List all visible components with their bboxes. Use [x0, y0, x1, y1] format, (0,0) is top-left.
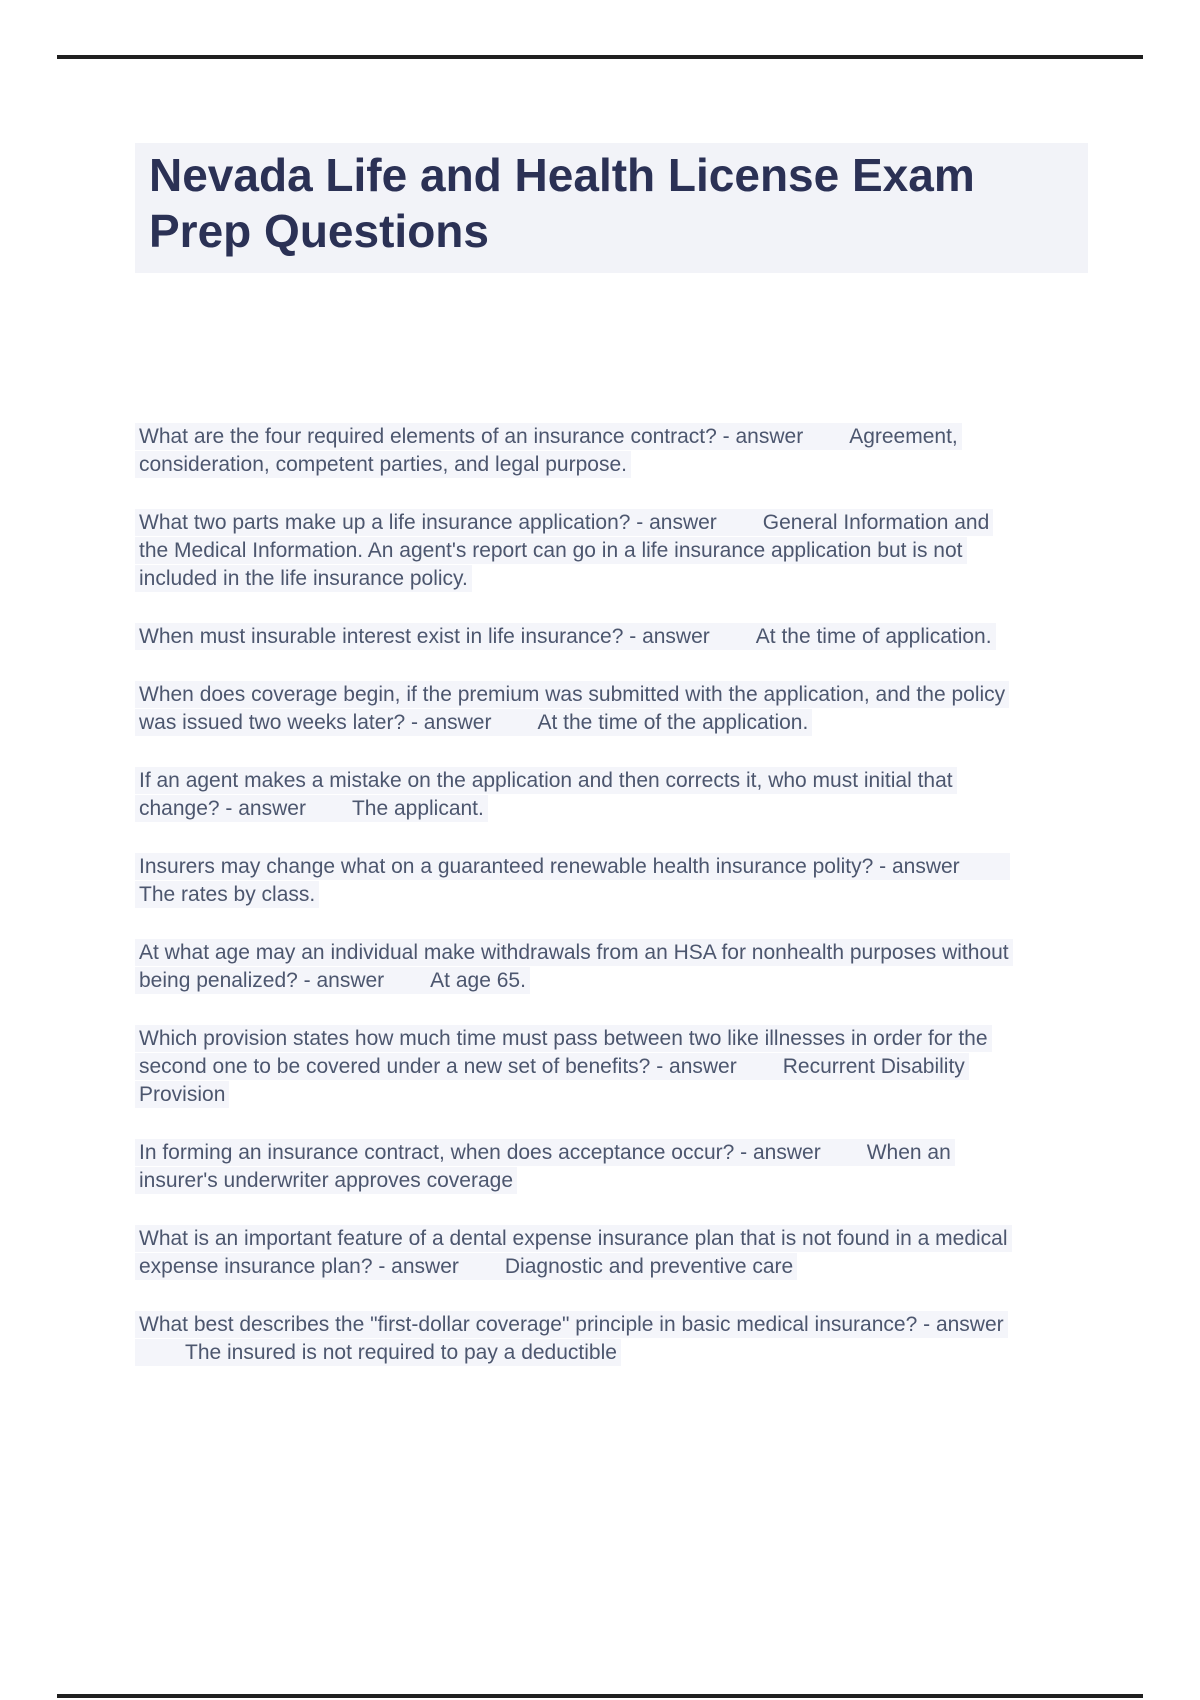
qa-text — [135, 1311, 1008, 1366]
answer-separator: - answer — [372, 1255, 459, 1278]
qa-item — [135, 1139, 1020, 1195]
question-text: What is an important feature of a dental expense insurance plan that is not found in a medical expense insurance plan? — [139, 1227, 1008, 1278]
answer-gap — [306, 814, 352, 815]
answer-text: At the time of the application. — [537, 711, 809, 734]
answer-text: At the time of application. — [755, 625, 992, 648]
qa-item — [135, 1311, 1020, 1367]
qa-item — [135, 509, 1020, 593]
qa-item — [135, 853, 1020, 909]
qa-text — [135, 853, 1010, 908]
top-horizontal-rule — [57, 55, 1143, 59]
qa-item — [135, 1225, 1020, 1281]
answer-separator: - answer — [297, 969, 385, 992]
qa-item — [135, 623, 1020, 651]
answer-text: General Information and the Medical Information. An agent's report can go in a life insurance application but is not included in the life insurance policy. — [139, 511, 990, 590]
answer-gap — [384, 986, 430, 987]
answer-separator: - answer — [873, 855, 960, 878]
qa-item — [135, 681, 1020, 737]
answer-text: The rates by class. — [139, 883, 316, 906]
qa-text — [135, 767, 957, 822]
answer-text: Agreement, consideration, competent parties, and legal purpose. — [139, 425, 958, 476]
qa-text — [135, 509, 993, 592]
qa-item — [135, 1025, 1020, 1109]
answer-gap — [960, 872, 1006, 873]
answer-gap — [139, 1358, 185, 1359]
qa-item — [135, 939, 1020, 995]
qa-text — [135, 681, 1009, 736]
answer-gap — [710, 642, 756, 643]
question-text: At what age may an individual make withdrawals from an HSA for nonhealth purposes without being penalized? — [139, 941, 1009, 992]
qa-item — [135, 767, 1020, 823]
question-text: What are the four required elements of an insurance contract? — [139, 425, 717, 448]
question-text: Insurers may change what on a guaranteed renewable health insurance polity? — [139, 855, 874, 878]
answer-gap — [491, 728, 537, 729]
answer-text: When an insurer's underwriter approves coverage — [139, 1141, 951, 1192]
page-title-line-2: Prep Questions — [149, 205, 489, 257]
answer-text: At age 65. — [430, 969, 526, 992]
answer-separator: - answer — [650, 1055, 737, 1078]
qa-text — [135, 939, 1013, 994]
page-title — [135, 143, 1088, 273]
answer-text: Recurrent Disability Provision — [139, 1055, 965, 1106]
answer-text: Diagnostic and preventive care — [504, 1255, 794, 1278]
question-text: If an agent makes a mistake on the application and then corrects it, who must initial that change? — [139, 769, 953, 820]
qa-text — [135, 623, 996, 650]
question-text: What two parts make up a life insurance application? — [139, 511, 631, 534]
answer-separator: - answer — [219, 797, 306, 820]
question-text: In forming an insurance contract, when does acceptance occur? — [139, 1141, 735, 1164]
answer-gap — [459, 1272, 505, 1273]
answer-gap — [803, 442, 849, 443]
question-text: When must insurable interest exist in life insurance? — [139, 625, 624, 648]
answer-text: The insured is not required to pay a deductible — [185, 1341, 617, 1364]
qa-item — [135, 423, 1020, 479]
qa-text — [135, 1025, 992, 1108]
qa-text — [135, 423, 962, 478]
answer-separator: - answer — [734, 1141, 821, 1164]
qa-list — [135, 423, 1020, 1397]
qa-text — [135, 1139, 955, 1194]
answer-gap — [717, 528, 763, 529]
question-text: What best describes the "first-dollar coverage" principle in basic medical insurance? — [139, 1313, 918, 1336]
answer-separator: - answer — [630, 511, 717, 534]
answer-separator: - answer — [716, 425, 804, 448]
answer-gap — [821, 1158, 867, 1159]
qa-text — [135, 1225, 1012, 1280]
answer-separator: - answer — [623, 625, 710, 648]
answer-gap — [737, 1072, 783, 1073]
answer-separator: - answer — [917, 1313, 1004, 1336]
answer-separator: - answer — [405, 711, 492, 734]
question-text: Which provision states how much time must pass between two like illnesses in order for the second one to be covered under a new set of benefits? — [139, 1027, 988, 1078]
question-text: When does coverage begin, if the premium was submitted with the application, and the policy was issued two weeks later? — [139, 683, 1006, 734]
answer-text: The applicant. — [351, 797, 484, 820]
bottom-horizontal-rule — [57, 1694, 1143, 1698]
page-title-line-1: Nevada Life and Health License Exam — [149, 149, 975, 201]
